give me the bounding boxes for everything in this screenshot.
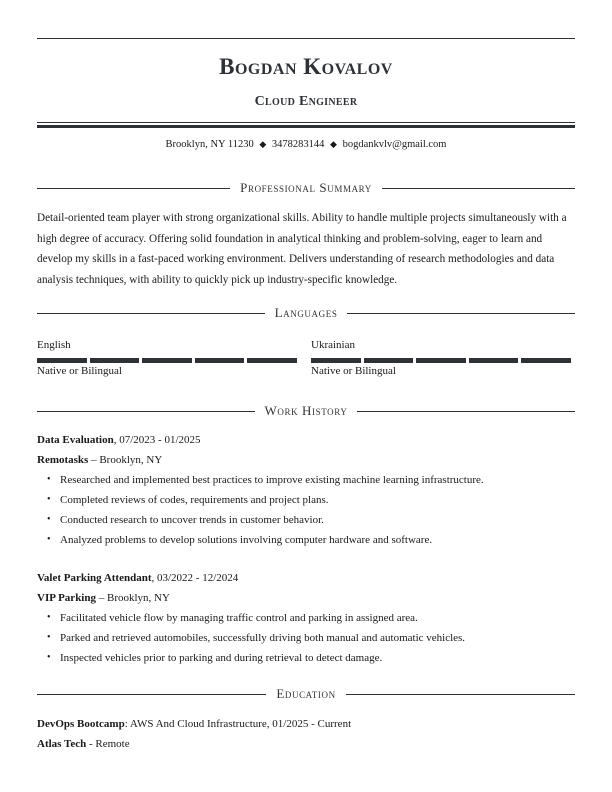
proficiency-bar: [37, 358, 297, 363]
divider: [37, 313, 265, 314]
education-location: - Remote: [86, 738, 130, 750]
divider: [382, 188, 575, 189]
proficiency-segment: [247, 358, 297, 363]
language-level: Native or Bilingual: [311, 365, 396, 377]
language-name: Ukrainian: [311, 339, 355, 351]
education-school-row: [37, 734, 575, 754]
list-item: • Analyzed problems to develop solutions involving computer hardware and software.: [60, 530, 575, 550]
job-location: – Brooklyn, NY: [95, 592, 170, 604]
education-detail: : AWS And Cloud Infrastructure, 01/2025 - Current: [124, 718, 352, 730]
proficiency-bar: [311, 358, 571, 363]
job-bullets: [37, 608, 575, 668]
contact-location: Brooklyn, NY 11230: [165, 139, 254, 150]
header-rule-thin: [37, 122, 575, 123]
job-dates: , 03/2022 - 12/2024: [151, 572, 239, 584]
education-school: Atlas Tech: [37, 738, 87, 750]
language-level: Native or Bilingual: [37, 365, 122, 377]
section-heading-work-history: [37, 404, 575, 418]
header-rule-thick: [37, 125, 575, 128]
diamond-separator-icon: ◆: [259, 139, 267, 149]
proficiency-segment: [521, 358, 571, 363]
summary-text: Detail-oriented team player with strong organizational skills. Ability to handle multiple projects simultaneously with a high degree of accuracy. Offering solid foundation in analytical thinking and problem-solving, eager to learn and develop my skills in a fast-paced working environment. Delivers understanding of research methodologies and data analysis techniques, with ability to quickly pick up industry-specific knowledge.: [37, 212, 567, 286]
divider: [37, 411, 255, 412]
language-item-ukrainian: [311, 339, 571, 377]
divider: [37, 188, 230, 189]
job-company: VIP Parking: [37, 592, 96, 604]
job-company: Remotasks: [37, 454, 89, 466]
section-heading-education: [37, 687, 575, 701]
job-position: Valet Parking Attendant: [37, 572, 152, 584]
list-item: • Researched and implemented best practices to improve existing machine learning infrastructure.: [60, 470, 575, 490]
list-item: • Parked and retrieved automobiles, successfully driving both manual and automatic vehicles.: [60, 628, 575, 648]
proficiency-segment: [364, 358, 414, 363]
contact-phone: 3478283144: [271, 139, 325, 150]
job-company-row: [37, 588, 575, 608]
language-item-english: [37, 339, 297, 377]
diamond-separator-icon: ◆: [330, 139, 337, 149]
top-rule: [37, 38, 575, 39]
job-title: Cloud Engineer: [254, 94, 358, 109]
job-dates: , 07/2023 - 01/2025: [113, 434, 201, 446]
divider: [37, 694, 266, 695]
divider: [347, 313, 575, 314]
section-title: Education: [276, 686, 336, 701]
list-item: • Completed reviews of codes, requirements and project plans.: [60, 490, 575, 510]
section-heading-summary: [37, 181, 575, 195]
proficiency-segment: [142, 358, 192, 363]
job-company-row: [37, 450, 575, 470]
section-heading-languages: [37, 306, 575, 320]
education-program-row: [37, 714, 575, 734]
contact-email: bogdankvlv@gmail.com: [342, 139, 447, 150]
section-title: Work History: [264, 403, 348, 418]
divider: [346, 694, 575, 695]
candidate-name: Bogdan Kovalov: [219, 54, 393, 79]
list-item: • Facilitated vehicle flow by managing traffic control and parking in assigned area.: [60, 608, 575, 628]
job-location: – Brooklyn, NY: [88, 454, 163, 466]
proficiency-segment: [37, 358, 87, 363]
list-item: • Conducted research to uncover trends in customer behavior.: [60, 510, 575, 530]
education-program: DevOps Bootcamp: [37, 718, 125, 730]
divider: [357, 411, 575, 412]
proficiency-segment: [469, 358, 519, 363]
proficiency-segment: [311, 358, 361, 363]
proficiency-segment: [416, 358, 466, 363]
job-position: Data Evaluation: [37, 434, 114, 446]
proficiency-segment: [195, 358, 245, 363]
section-title: Languages: [274, 305, 338, 320]
list-item: • Inspected vehicles prior to parking and during retrieval to detect damage.: [60, 648, 575, 668]
section-title: Professional Summary: [240, 180, 372, 195]
contact-line: [37, 139, 575, 150]
job-entry: [37, 430, 575, 550]
proficiency-segment: [90, 358, 140, 363]
job-title-row: [37, 430, 575, 450]
job-bullets: [37, 470, 575, 550]
job-title-row: [37, 568, 575, 588]
language-name: English: [37, 339, 71, 351]
education-entry: [37, 714, 575, 754]
job-entry: [37, 568, 575, 668]
